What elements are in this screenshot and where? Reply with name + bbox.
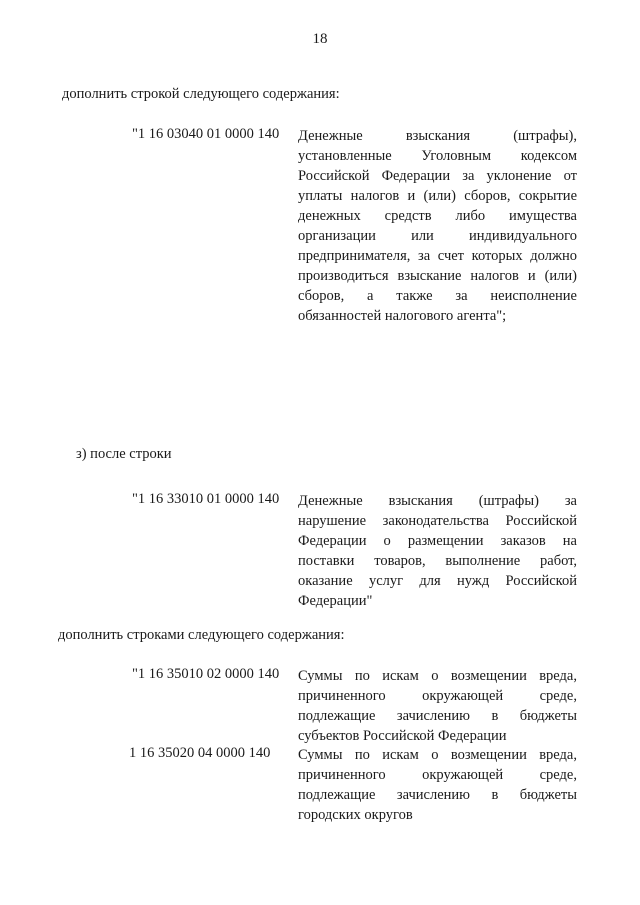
description-line: оказание услуг для нужд Российской [298, 573, 577, 589]
description-line: причиненного окружающей среде, [298, 688, 577, 704]
budget-code: 1 16 35020 04 0000 140 [129, 745, 271, 761]
budget-code: "1 16 33010 01 0000 140 [132, 491, 280, 507]
description-line: Денежные взыскания (штрафы) за [298, 493, 577, 509]
description-line: уплаты налогов и (или) сборов, сокрытие [298, 188, 577, 204]
description-line: причиненного окружающей среде, [298, 767, 577, 783]
description-line: субъектов Российской Федерации [298, 728, 507, 744]
description-line: подлежащие зачислению в бюджеты [298, 787, 577, 803]
budget-code: "1 16 03040 01 0000 140 [132, 126, 280, 142]
description-line: Суммы по искам о возмещении вреда, [298, 668, 577, 684]
description-line: подлежащие зачислению в бюджеты [298, 708, 577, 724]
code-description [298, 126, 577, 326]
code-description [298, 491, 577, 611]
description-line: производиться взыскание налогов и (или) [298, 268, 577, 284]
section-intro: дополнить строками следующего содержания: [58, 627, 345, 643]
description-line: Денежные взыскания (штрафы), [298, 128, 577, 144]
description-line: нарушение законодательства Российской [298, 513, 577, 529]
description-line: Суммы по искам о возмещении вреда, [298, 747, 577, 763]
description-line: предпринимателя, за счет которых должно [298, 248, 577, 264]
description-line: сборов, а также за неисполнение [298, 288, 577, 304]
code-description [298, 745, 577, 825]
description-line: денежных средств либо имущества [298, 208, 577, 224]
budget-code: "1 16 35010 02 0000 140 [132, 666, 280, 682]
page-number: 18 [312, 31, 328, 47]
description-line: Федерации о размещении заказов на [298, 533, 577, 549]
description-line: Российской Федерации за уклонение от [298, 168, 577, 184]
section-intro: з) после строки [76, 446, 172, 462]
description-line: обязанностей налогового агента"; [298, 308, 507, 324]
section-intro: дополнить строкой следующего содержания: [62, 86, 340, 102]
description-line: установленные Уголовным кодексом [298, 148, 577, 164]
description-line: поставки товаров, выполнение работ, [298, 553, 577, 569]
description-line: городских округов [298, 807, 413, 823]
code-description [298, 666, 577, 746]
description-line: Федерации" [298, 593, 373, 609]
description-line: организации или индивидуального [298, 228, 577, 244]
